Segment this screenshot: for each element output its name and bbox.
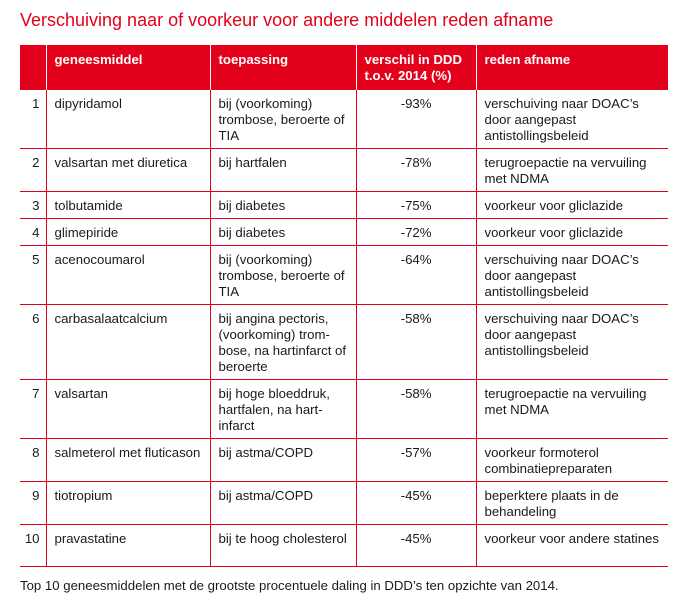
row-number: 9: [20, 482, 46, 525]
decline-reason: voorkeur voor gliclazide: [476, 219, 668, 246]
decline-reason: verschuiving naar DOAC’s door aangepast antistollingsbeleid: [476, 246, 668, 305]
drug-name: tiotropium: [46, 482, 210, 525]
table-row: [20, 149, 668, 192]
ddd-difference: -72%: [356, 219, 476, 246]
row-number: 6: [20, 305, 46, 380]
table-title: Verschuiving naar of voorkeur voor andere middelen reden afname: [20, 10, 554, 30]
application: bij diabetes: [210, 219, 356, 246]
row-number: 4: [20, 219, 46, 246]
ddd-difference: -64%: [356, 246, 476, 305]
table-row: [20, 380, 668, 439]
row-number: 5: [20, 246, 46, 305]
table-caption: Top 10 geneesmiddelen met de grootste procentuele daling in DDD’s ten opzichte van 2014.: [20, 578, 559, 593]
application: bij astma/COPD: [210, 439, 356, 482]
table-row: [20, 482, 668, 525]
decline-reason: voorkeur formoterol combinatiepreparaten: [476, 439, 668, 482]
row-number: 7: [20, 380, 46, 439]
drug-name: carbasalaatcalcium: [46, 305, 210, 380]
header-drug: geneesmiddel: [46, 45, 210, 90]
application: bij hartfalen: [210, 149, 356, 192]
decline-reason: voorkeur voor andere statines: [476, 525, 668, 567]
drug-name: tolbutamide: [46, 192, 210, 219]
decline-reason: verschuiving naar DOAC’s door aangepast antistollingsbeleid: [476, 305, 668, 380]
table-row: [20, 219, 668, 246]
ddd-difference: -58%: [356, 380, 476, 439]
application: bij (voorkoming) trombose, beroerte of TIA: [210, 90, 356, 149]
ddd-difference: -57%: [356, 439, 476, 482]
decline-reason: terugroepactie na vervuiling met NDMA: [476, 380, 668, 439]
drug-name: acenocoumarol: [46, 246, 210, 305]
table-row: [20, 246, 668, 305]
ddd-difference: -78%: [356, 149, 476, 192]
table-row: [20, 90, 668, 149]
drug-name: valsartan met diuretica: [46, 149, 210, 192]
ddd-difference: -45%: [356, 482, 476, 525]
row-number: 2: [20, 149, 46, 192]
application: bij te hoog cholesterol: [210, 525, 356, 567]
table-body: [20, 90, 668, 567]
header-row: [20, 45, 668, 90]
drug-decline-table: [20, 45, 668, 567]
application: bij hoge bloeddruk, hartfalen, na hart-infarct: [210, 380, 356, 439]
drug-name: salmeterol met fluticason: [46, 439, 210, 482]
drug-name: valsartan: [46, 380, 210, 439]
decline-reason: beperktere plaats in de behandeling: [476, 482, 668, 525]
header-use: toepassing: [210, 45, 356, 90]
drug-name: dipyridamol: [46, 90, 210, 149]
table-row: [20, 439, 668, 482]
header-num: [20, 45, 46, 90]
table-row: [20, 525, 668, 567]
application: bij angina pectoris, (voorkoming) trom-bose, na hartinfarct of beroerte: [210, 305, 356, 380]
decline-reason: terugroepactie na vervuiling met NDMA: [476, 149, 668, 192]
application: bij diabetes: [210, 192, 356, 219]
ddd-difference: -58%: [356, 305, 476, 380]
decline-reason: verschuiving naar DOAC’s door aangepast antistollingsbeleid: [476, 90, 668, 149]
drug-name: glimepiride: [46, 219, 210, 246]
header-reason: reden afname: [476, 45, 668, 90]
table-row: [20, 192, 668, 219]
ddd-difference: -93%: [356, 90, 476, 149]
header-diff: verschil in DDD t.o.v. 2014 (%): [356, 45, 476, 90]
row-number: 3: [20, 192, 46, 219]
row-number: 8: [20, 439, 46, 482]
decline-reason: voorkeur voor gliclazide: [476, 192, 668, 219]
table-row: [20, 305, 668, 380]
ddd-difference: -75%: [356, 192, 476, 219]
drug-name: pravastatine: [46, 525, 210, 567]
row-number: 1: [20, 90, 46, 149]
application: bij (voorkoming) trombose, beroerte of TIA: [210, 246, 356, 305]
row-number: 10: [20, 525, 46, 567]
application: bij astma/COPD: [210, 482, 356, 525]
ddd-difference: -45%: [356, 525, 476, 567]
